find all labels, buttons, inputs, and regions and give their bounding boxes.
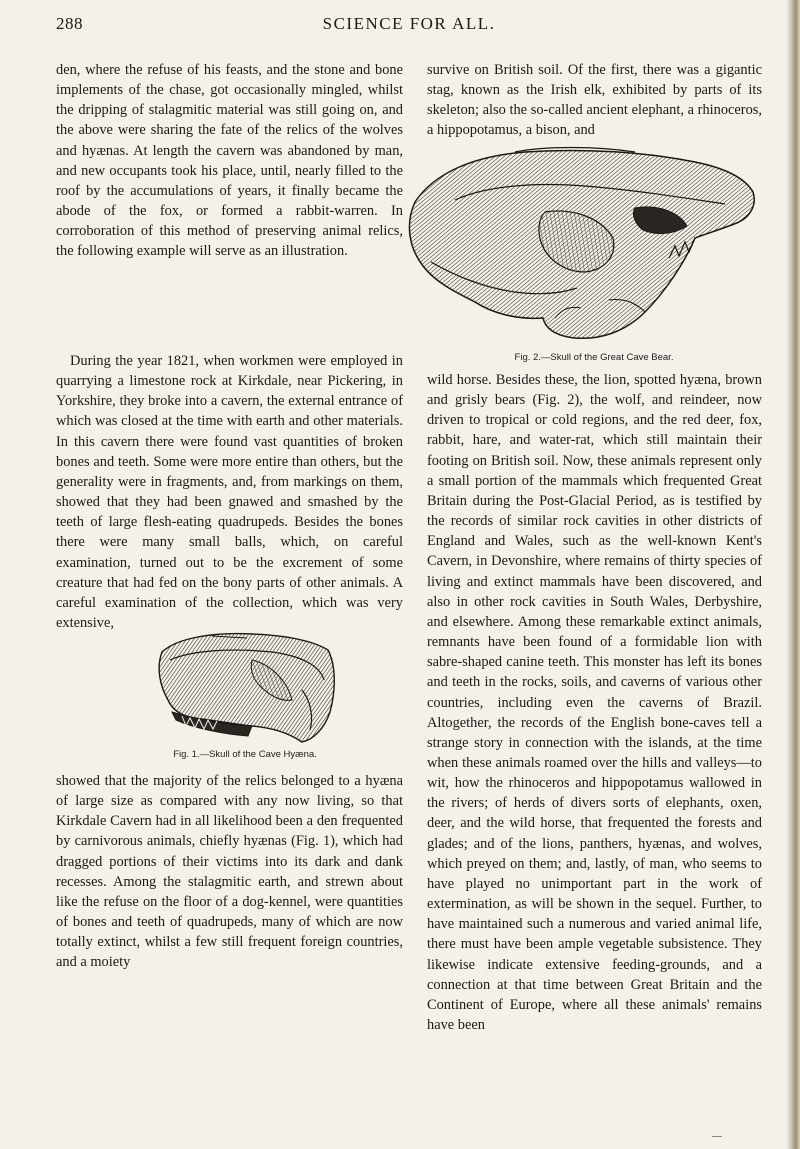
left-paragraph-kirkdale-start: During the year 1821, when workmen were employed in quarrying a limestone rock at Kirkdale, near Pickering, in Yorkshire, they broke into a cavern, the external entrance of which was closed at the time with earth and other materials. In this cavern there were found vast quantities of broken bones and teeth. Some were more entire than others, but the generality were in fragments, and, from markings on them, showed that they had been gnawed and smashed by the teeth of large flesh-eating quadrupeds. Besides the bones there were many small balls, which, on careful examination, turned out to be the excrement of some creature that had fed on the bony parts of other animals. A careful examination of the collection, which was very extensive, [56,353,403,632]
right-paragraph-main: wild horse. Besides these, the lion, spotted hyæna, brown and grisly bears (Fig. 2), the wolf, and reindeer, now driven to tropical or cold regions, and the red deer, fox, rabbit, hare, and water-rat, which still maintain their footing on British soil. Now, these animals represent only a small portion of the mammals which frequented Great Britain during the Post-Glacial Period, as is testified by the records of similar rock cavities in other districts of England and Wales, such as the well-known Kent's Cavern, in Devonshire, where remains of thirty species of living and extinct mammals have been discovered, and also in other rock cavities in South Wales, Derbyshire, and elsewhere. Among these remarkable extinct animals, remnants have been found of a formidable lion with sabre-shaped canine teeth. This monster has left its bones and teeth in the rocks, soils, and caverns of various other countries, including even the caverns of Brazil. Altogether, the records of the English bone-caves tell a strange story in connection with the islands, at the time when these animals roamed over the hills and valleys—to wit, how the rhinoceros and hippopotamus wallowed in the rivers; of herds of divers sorts of elephants, oxen, deer, and the wild horse, that frequented the forests and glades; and of the lions, panthers, hyænas, and wolves, which preyed on them; and, lastly, of man, who seems to have played no unimportant part in the work of extermination, as will be shown in the sequel. Further, to have maintained such a numerous and varied animal life, there must have been ample vegetable subsistence. They likewise indicate extensive feeding-grounds, and a connection at that time between Great Britain and the Continent of Europe, where all these animals' remains have been [427,372,762,1033]
figure-2-caption: Fig. 2.—Skull of the Great Cave Bear. [514,352,674,363]
footer-dash [712,1136,722,1137]
left-paragraph-top: den, where the refuse of his feasts, and the stone and bone implements of the chase, got occasionally mingled, whilst the dripping of stalagmitic material was still going on, and the above were sharing the fate of the relics of the wolves and hyænas. At length the cavern was abandoned by man, and new occupants took his place, until, nearly filled to the roof by the accumulations of years, it finally became the abode of the fox, or formed a rabbit-warren. In corroboration of this method of preserving animal relics, the following example will serve as an illustration. [56,62,403,260]
bear-skull-illustration [395,142,762,350]
figure-bear-skull [395,142,762,350]
running-title: SCIENCE FOR ALL. [322,14,496,33]
figure-1-caption: Fig. 1.—Skull of the Cave Hyæna. [173,749,317,760]
figure-hyena-skull [152,620,338,745]
page-header [56,14,762,40]
page-number: 288 [56,14,83,33]
page-edge-shadow [786,0,800,1149]
right-paragraph-top: survive on British soil. Of the first, there was a gigantic stag, known as the Irish elk, exhibited by parts of its skeleton; also the so-called ancient elephant, a rhinoceros, a hippopotamus, a bison, and [427,62,762,139]
left-paragraph-bottom: showed that the majority of the relics belonged to a hyæna of large size as compared with any now living, so that Kirkdale Cavern had in all likelihood been a den frequented by carnivorous animals, chiefly hyænas (Fig. 1), which had dragged portions of their victims into its dark and dank recesses. Among the stalagmitic earth, and strewn about like the refuse on the floor of a dog-kennel, were quantities of bones and teeth of quadrupeds, many of which are now totally extinct, whilst a few still frequent foreign countries, and a moiety [56,773,403,971]
hyena-skull-illustration [152,620,338,745]
